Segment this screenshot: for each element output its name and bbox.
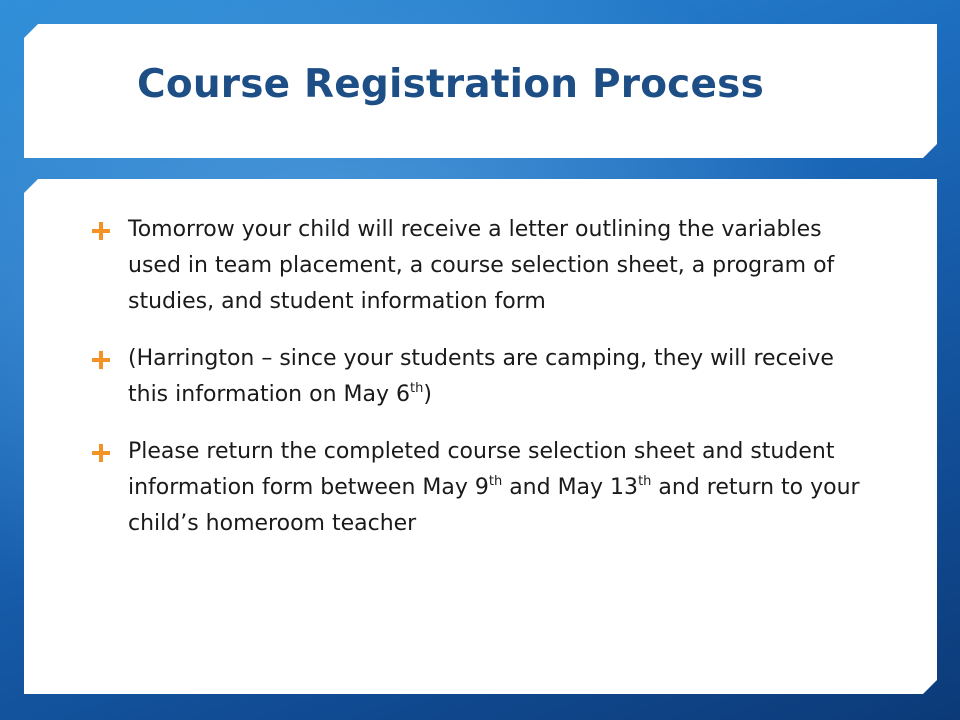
- list-item: [92, 341, 872, 413]
- bullet-text: and May 13: [502, 475, 639, 500]
- ordinal-suffix: th: [638, 474, 652, 489]
- ordinal-suffix: th: [488, 474, 503, 489]
- plus-icon: [92, 444, 110, 462]
- page-title: Course Registration Process: [137, 62, 764, 107]
- bullet-text: Please return the completed course selection sheet and student information form between May 9: [128, 439, 835, 500]
- ordinal-suffix: th: [409, 381, 424, 396]
- plus-icon: [92, 351, 110, 369]
- list-item: [92, 212, 872, 320]
- plus-icon: [92, 222, 110, 240]
- bullet-text: ): [423, 382, 432, 407]
- bullet-text: and return to your child’s homeroom teacher: [128, 475, 860, 536]
- list-item: [92, 434, 872, 542]
- bullet-list: [92, 212, 872, 563]
- bullet-text: (Harrington – since your students are camping, they will receive this information on May 6: [128, 346, 834, 407]
- bullet-text: Tomorrow your child will receive a letter outlining the variables used in team placement, a course selection sheet, a program of studies, and student information form: [128, 217, 835, 314]
